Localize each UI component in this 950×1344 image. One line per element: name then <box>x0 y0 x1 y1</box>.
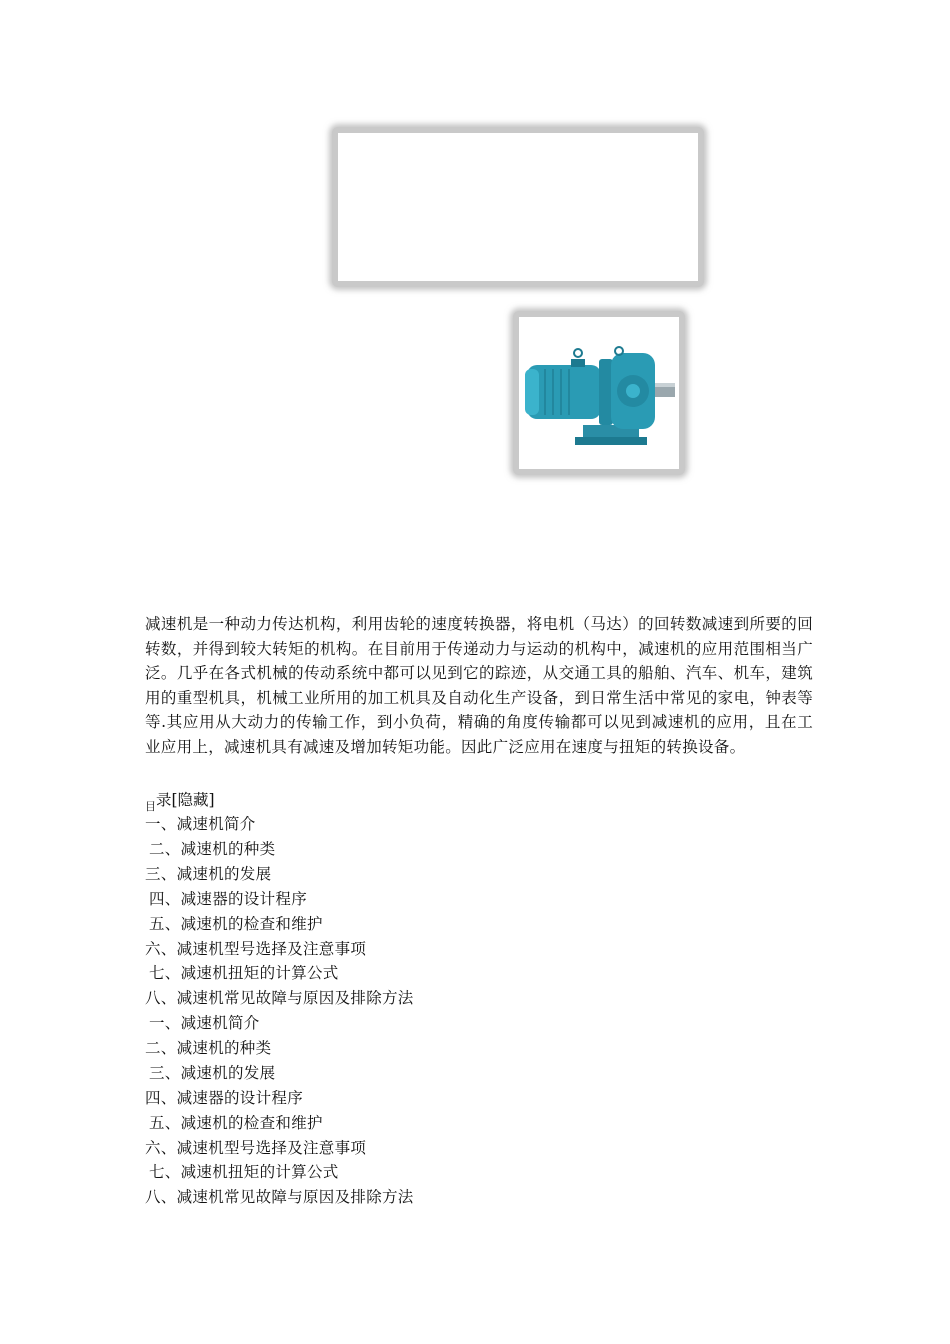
toc-item[interactable]: 六、减速机型号选择及注意事项 <box>145 1138 367 1157</box>
toc-item[interactable]: 六、减速机型号选择及注意事项 <box>145 939 367 958</box>
toc-item[interactable]: 三、减速机的发展 <box>149 1063 276 1082</box>
toc-list-secondary <box>145 1011 414 1210</box>
toc-item[interactable]: 八、减速机常见故障与原因及排除方法 <box>145 989 414 1008</box>
empty-image-frame <box>332 127 704 287</box>
toc-item[interactable]: 三、减速机的发展 <box>145 864 272 883</box>
toc-item[interactable]: 八、减速机常见故障与原因及排除方法 <box>145 1188 414 1207</box>
toc-item[interactable]: 四、减速器的设计程序 <box>149 889 308 908</box>
toc-heading <box>145 788 215 814</box>
toc-item[interactable]: 一、减速机简介 <box>145 815 256 833</box>
toc-list-primary <box>145 812 414 1011</box>
gear-reducer-motor-image <box>523 339 677 451</box>
toc-item[interactable]: 一、减速机简介 <box>149 1014 260 1032</box>
reducer-image-frame <box>513 311 685 475</box>
toc-item[interactable]: 五、减速机的检查和维护 <box>149 1113 323 1132</box>
toc-item[interactable]: 二、减速机的种类 <box>145 1038 272 1057</box>
toc-heading-text[interactable]: 录[隐藏] <box>156 791 215 809</box>
toc-item[interactable]: 七、减速机扭矩的计算公式 <box>149 1163 339 1182</box>
toc-item[interactable]: 四、减速器的设计程序 <box>145 1088 304 1107</box>
toc-item[interactable]: 七、减速机扭矩的计算公式 <box>149 964 339 983</box>
intro-paragraph: 减速机是一种动力传达机构，利用齿轮的速度转换器，将电机（马达）的回转数减速到所要的回转数，并得到较大转矩的机构。在目前用于传递动力与运动的机构中，减速机的应用范围相当广泛。几乎在各式机械的传动系统中都可以见到它的踪迹，从交通工具的船舶、汽车、机车，建筑用的重型机具，机械工业所用的加工机具及自动化生产设备，到日常生活中常见的家电，钟表等等.其应用从大动力的传输工作，到小负荷，精确的角度传输都可以见到减速机的应用，且在工业应用上，减速机具有减速及增加转矩功能。因此广泛应用在速度与扭矩的转换设备。 <box>145 615 813 756</box>
toc-heading-char: 目 <box>145 800 156 813</box>
toc-item[interactable]: 五、减速机的检查和维护 <box>149 914 323 933</box>
toc-item[interactable]: 二、减速机的种类 <box>149 839 276 858</box>
